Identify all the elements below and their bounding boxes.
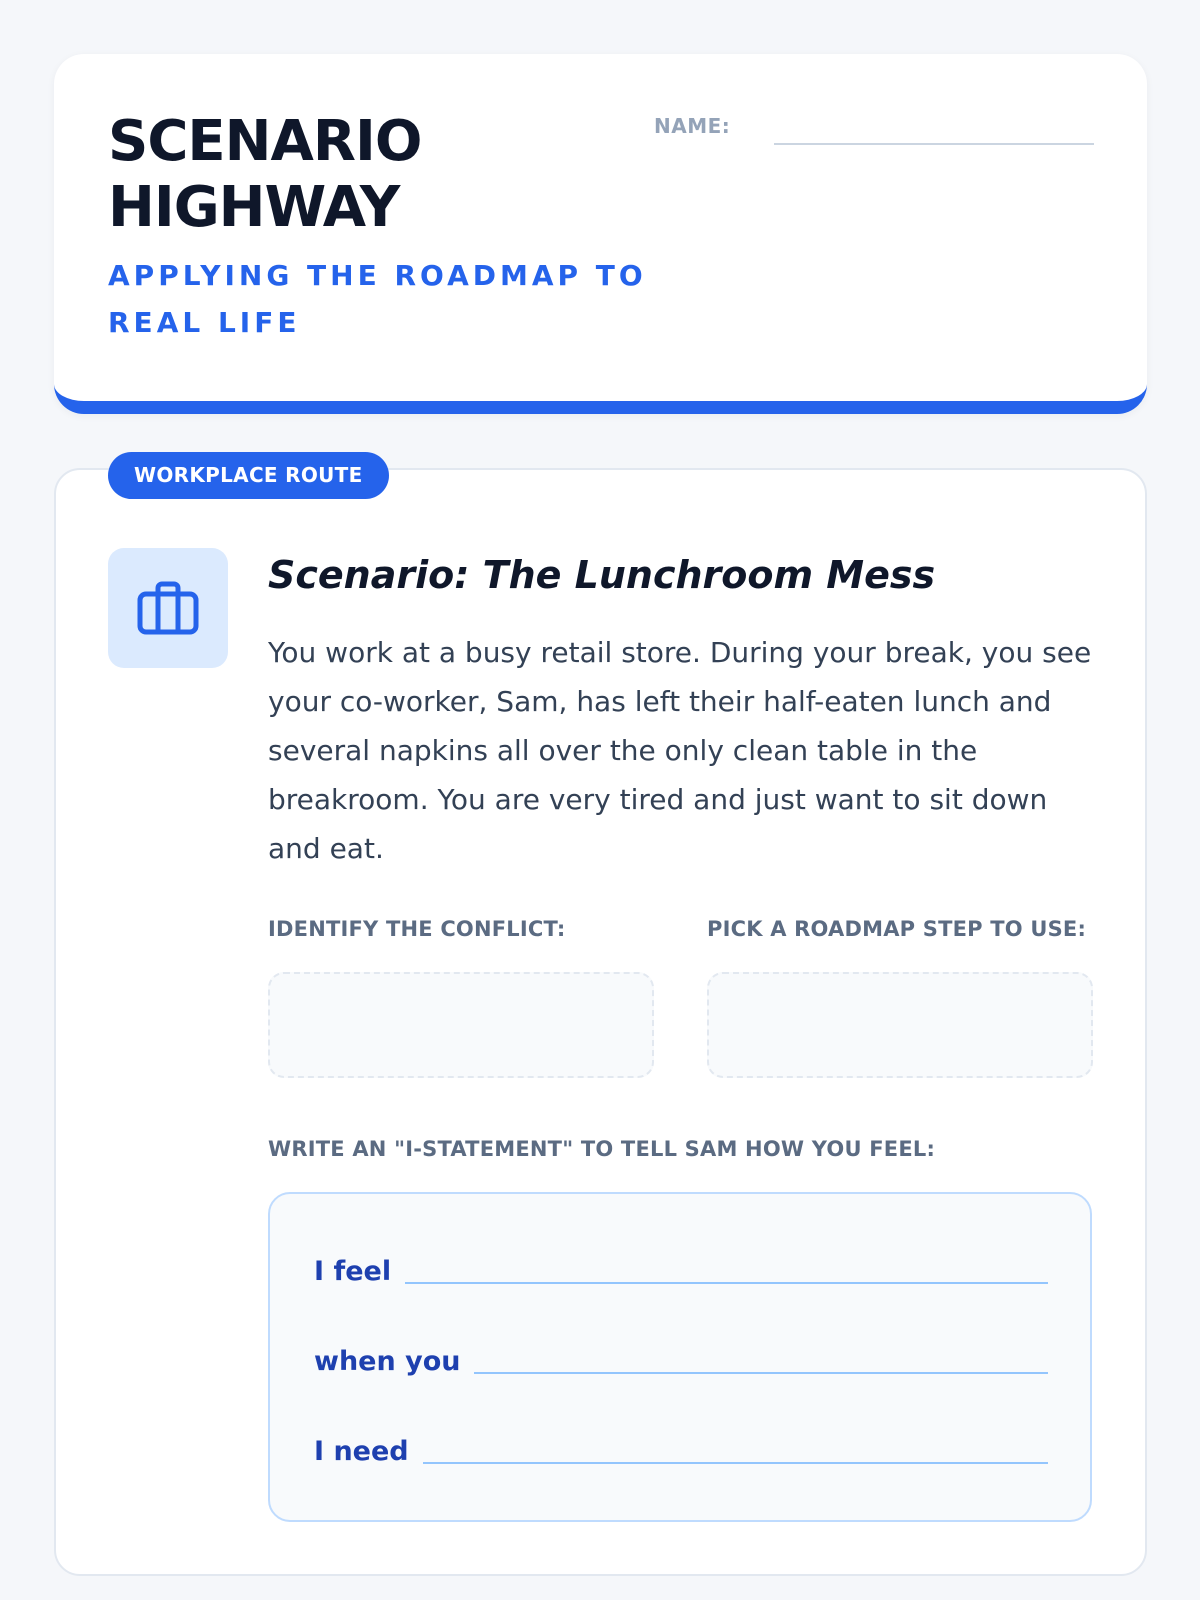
istatement-label: WRITE AN "I-STATEMENT" TO TELL SAM HOW YOU FEEL:	[268, 1137, 936, 1161]
istatement-row-feel[interactable]	[314, 1248, 1048, 1288]
stem-when: when you	[314, 1346, 461, 1377]
conflict-label: IDENTIFY THE CONFLICT:	[268, 917, 566, 941]
need-answer-line[interactable]	[423, 1462, 1048, 1464]
conflict-answer-box[interactable]	[268, 972, 654, 1078]
stem-need: I need	[314, 1436, 409, 1467]
istatement-box	[268, 1192, 1092, 1522]
scenario-title: Scenario: The Lunchroom Mess	[268, 553, 936, 597]
name-field[interactable]	[774, 143, 1094, 145]
roadmap-step-label: PICK A ROADMAP STEP TO USE:	[707, 917, 1087, 941]
route-badge: WORKPLACE ROUTE	[108, 452, 389, 499]
feel-answer-line[interactable]	[405, 1282, 1048, 1284]
header-card	[54, 54, 1147, 414]
briefcase-icon	[137, 581, 199, 635]
stem-feel: I feel	[314, 1256, 392, 1287]
istatement-row-need[interactable]	[314, 1428, 1048, 1468]
roadmap-step-answer-box[interactable]	[707, 972, 1093, 1078]
istatement-row-when[interactable]	[314, 1338, 1048, 1378]
scenario-description: You work at a busy retail store. During your break, you see your co-worker, Sam, has left their half-eaten lunch and several napkins all over the only clean table in the breakroom. You are very tired and just want to sit down and eat.	[268, 636, 1092, 865]
page-subtitle: APPLYING THE ROADMAP TO REAL LIFE	[108, 259, 647, 339]
name-label: NAME:	[654, 114, 731, 138]
page-title: SCENARIO HIGHWAY	[108, 109, 422, 240]
scenario-icon-box	[108, 548, 228, 668]
when-answer-line[interactable]	[474, 1372, 1048, 1374]
